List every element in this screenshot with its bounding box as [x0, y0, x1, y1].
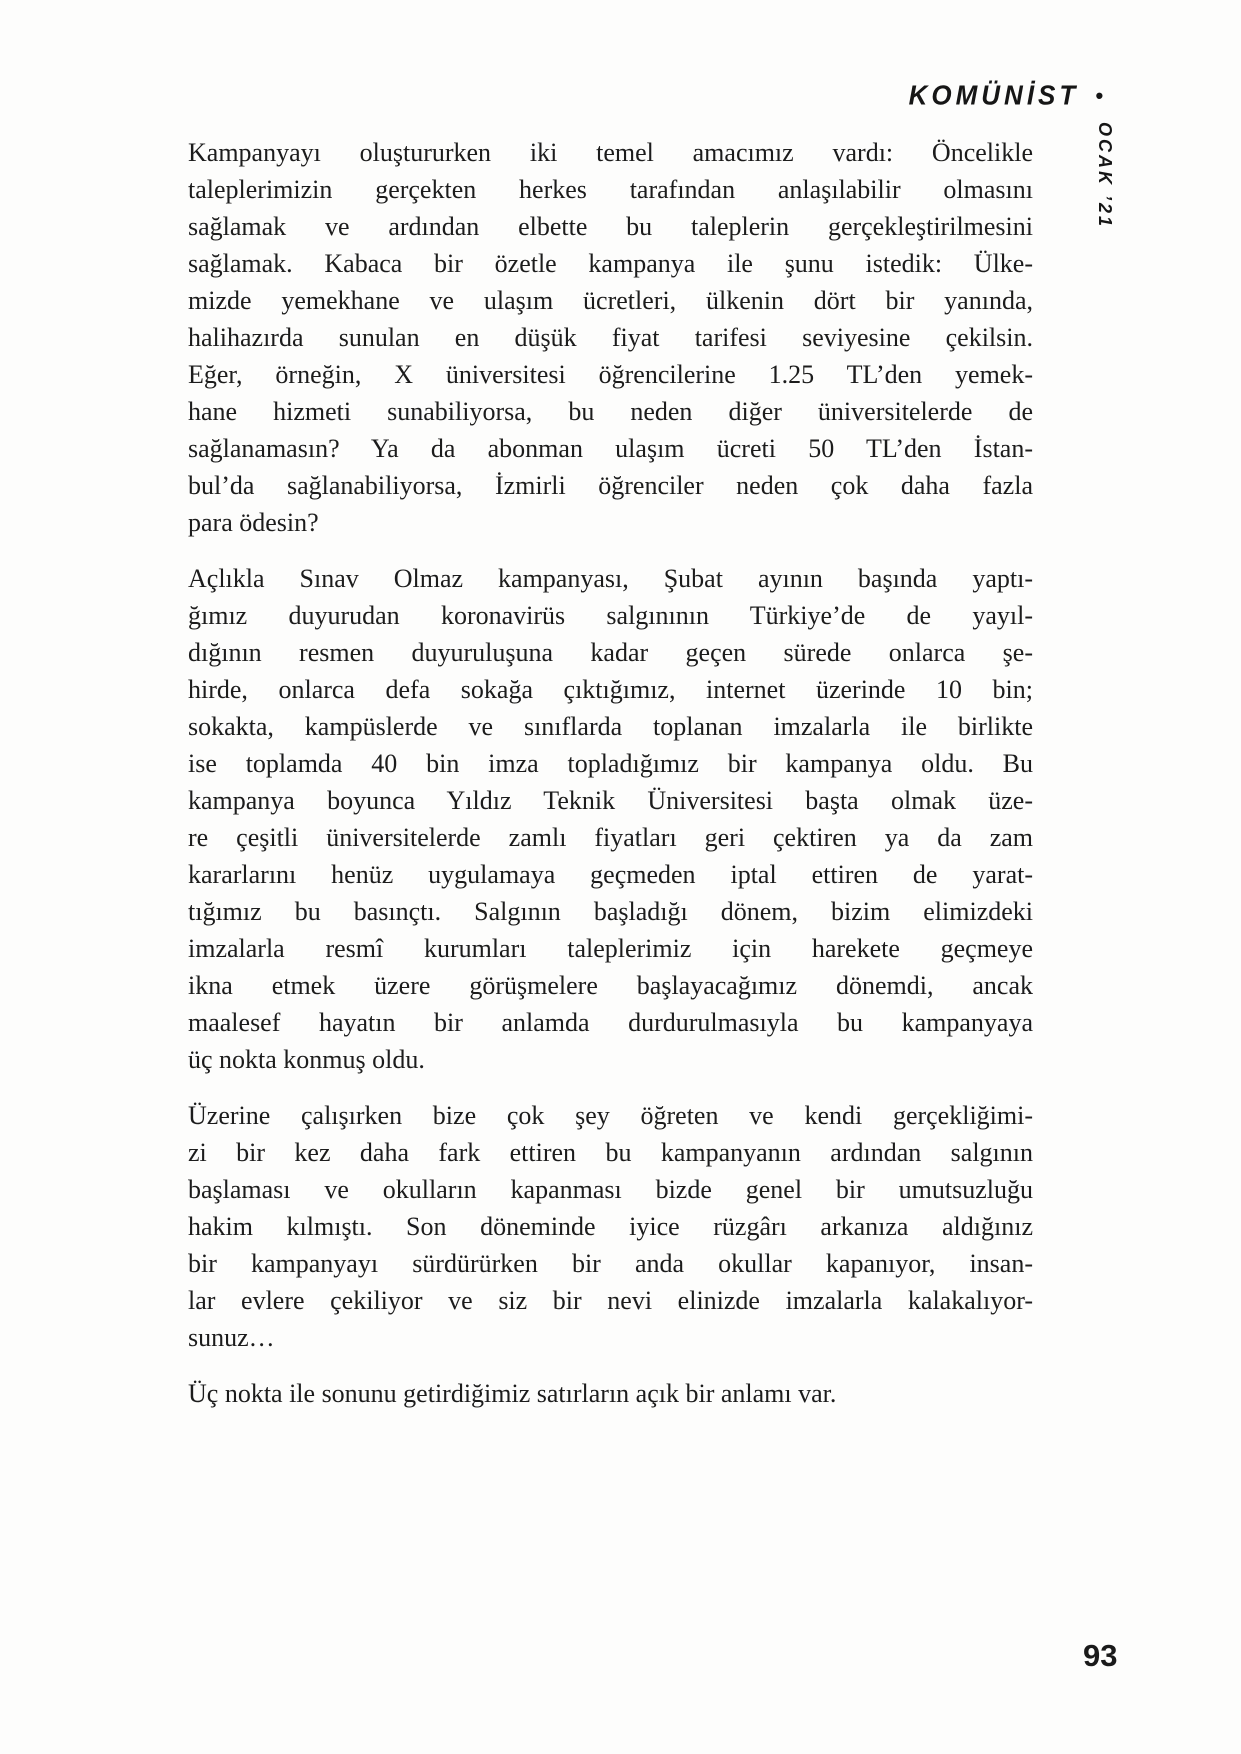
paragraph — [188, 1097, 1033, 1356]
text-line: Eğer, örneğin, X üniversitesi öğrencilerine 1.25 TL’den yemek- — [188, 360, 1033, 389]
text-line: taleplerimizin gerçekten herkes tarafından anlaşılabilir olmasını — [188, 175, 1033, 204]
text-line: lar evlere çekiliyor ve siz bir nevi elinizde imzalarla kalakalıyor- — [188, 1286, 1033, 1315]
issue-date-vertical: OCAK ’21 — [1095, 122, 1115, 230]
text-line: sağlanamasın? Ya da abonman ulaşım ücreti 50 TL’den İstan- — [188, 434, 1033, 463]
text-line: ikna etmek üzere görüşmelere başlayacağımız dönemdi, ancak — [188, 971, 1033, 1000]
paragraph — [188, 134, 1033, 541]
text-line: ise toplamda 40 bin imza topladığımız bir kampanya oldu. Bu — [188, 749, 1033, 778]
text-line: hirde, onlarca defa sokağa çıktığımız, internet üzerinde 10 bin; — [188, 675, 1033, 704]
masthead — [909, 80, 1103, 111]
text-line: Üzerine çalışırken bize çok şey öğreten ve kendi gerçekliğimi- — [188, 1101, 1033, 1130]
text-line: para ödesin? — [188, 508, 319, 537]
text-line: sokakta, kampüslerde ve sınıflarda toplanan imzalarla ile birlikte — [188, 712, 1033, 741]
text-line: bul’da sağlanabiliyorsa, İzmirli öğrenciler neden çok daha fazla — [188, 471, 1033, 500]
text-line: tığımız bu basınçtı. Salgının başladığı dönem, bizim elimizdeki — [188, 897, 1033, 926]
text-line: hakim kılmıştı. Son döneminde iyice rüzgârı arkanıza aldığınız — [188, 1212, 1033, 1241]
paragraph — [188, 1375, 1033, 1412]
text-line: sunuz… — [188, 1323, 275, 1352]
paragraph — [188, 560, 1033, 1078]
text-line: bir kampanyayı sürdürürken bir anda okullar kapanıyor, insan- — [188, 1249, 1033, 1278]
text-line: Üç nokta ile sonunu getirdiğimiz satırların açık bir anlamı var. — [188, 1379, 837, 1408]
text-line: kararlarını henüz uygulamaya geçmeden iptal ettiren de yarat- — [188, 860, 1033, 889]
text-line: imzalarla resmî kurumları taleplerimiz için harekete geçmeye — [188, 934, 1033, 963]
article-body — [188, 134, 1033, 1431]
text-line: Kampanyayı oluştururken iki temel amacımız vardı: Öncelikle — [188, 138, 1033, 167]
text-line: ğımız duyurudan koronavirüs salgınının Türkiye’de de yayıl- — [188, 601, 1033, 630]
text-line: maalesef hayatın bir anlamda durdurulmasıyla bu kampanyaya — [188, 1008, 1033, 1037]
text-line: hane hizmeti sunabiliyorsa, bu neden diğer üniversitelerde de — [188, 397, 1033, 426]
text-line: halihazırda sunulan en düşük fiyat tarifesi seviyesine çekilsin. — [188, 323, 1033, 352]
text-line: Açlıkla Sınav Olmaz kampanyası, Şubat ayının başında yaptı- — [188, 564, 1033, 593]
page-number: 93 — [1083, 1638, 1118, 1673]
text-line: mizde yemekhane ve ulaşım ücretleri, ülkenin dört bir yanında, — [188, 286, 1033, 315]
text-line: sağlamak ve ardından elbette bu taleplerin gerçekleştirilmesini — [188, 212, 1033, 241]
masthead-bullet-icon: • — [1095, 82, 1103, 108]
text-line: başlaması ve okulların kapanması bizde genel bir umutsuzluğu — [188, 1175, 1033, 1204]
text-line: re çeşitli üniversitelerde zamlı fiyatları geri çektiren ya da zam — [188, 823, 1033, 852]
text-line: kampanya boyunca Yıldız Teknik Üniversitesi başta olmak üze- — [188, 786, 1033, 815]
text-line: üç nokta konmuş oldu. — [188, 1045, 425, 1074]
journal-title: KOMÜNİST — [908, 78, 1080, 112]
text-line: sağlamak. Kabaca bir özetle kampanya ile şunu istedik: Ülke- — [188, 249, 1033, 278]
text-line: zi bir kez daha fark ettiren bu kampanyanın ardından salgının — [188, 1138, 1033, 1167]
text-line: dığının resmen duyuruluşuna kadar geçen sürede onlarca şe- — [188, 638, 1033, 667]
